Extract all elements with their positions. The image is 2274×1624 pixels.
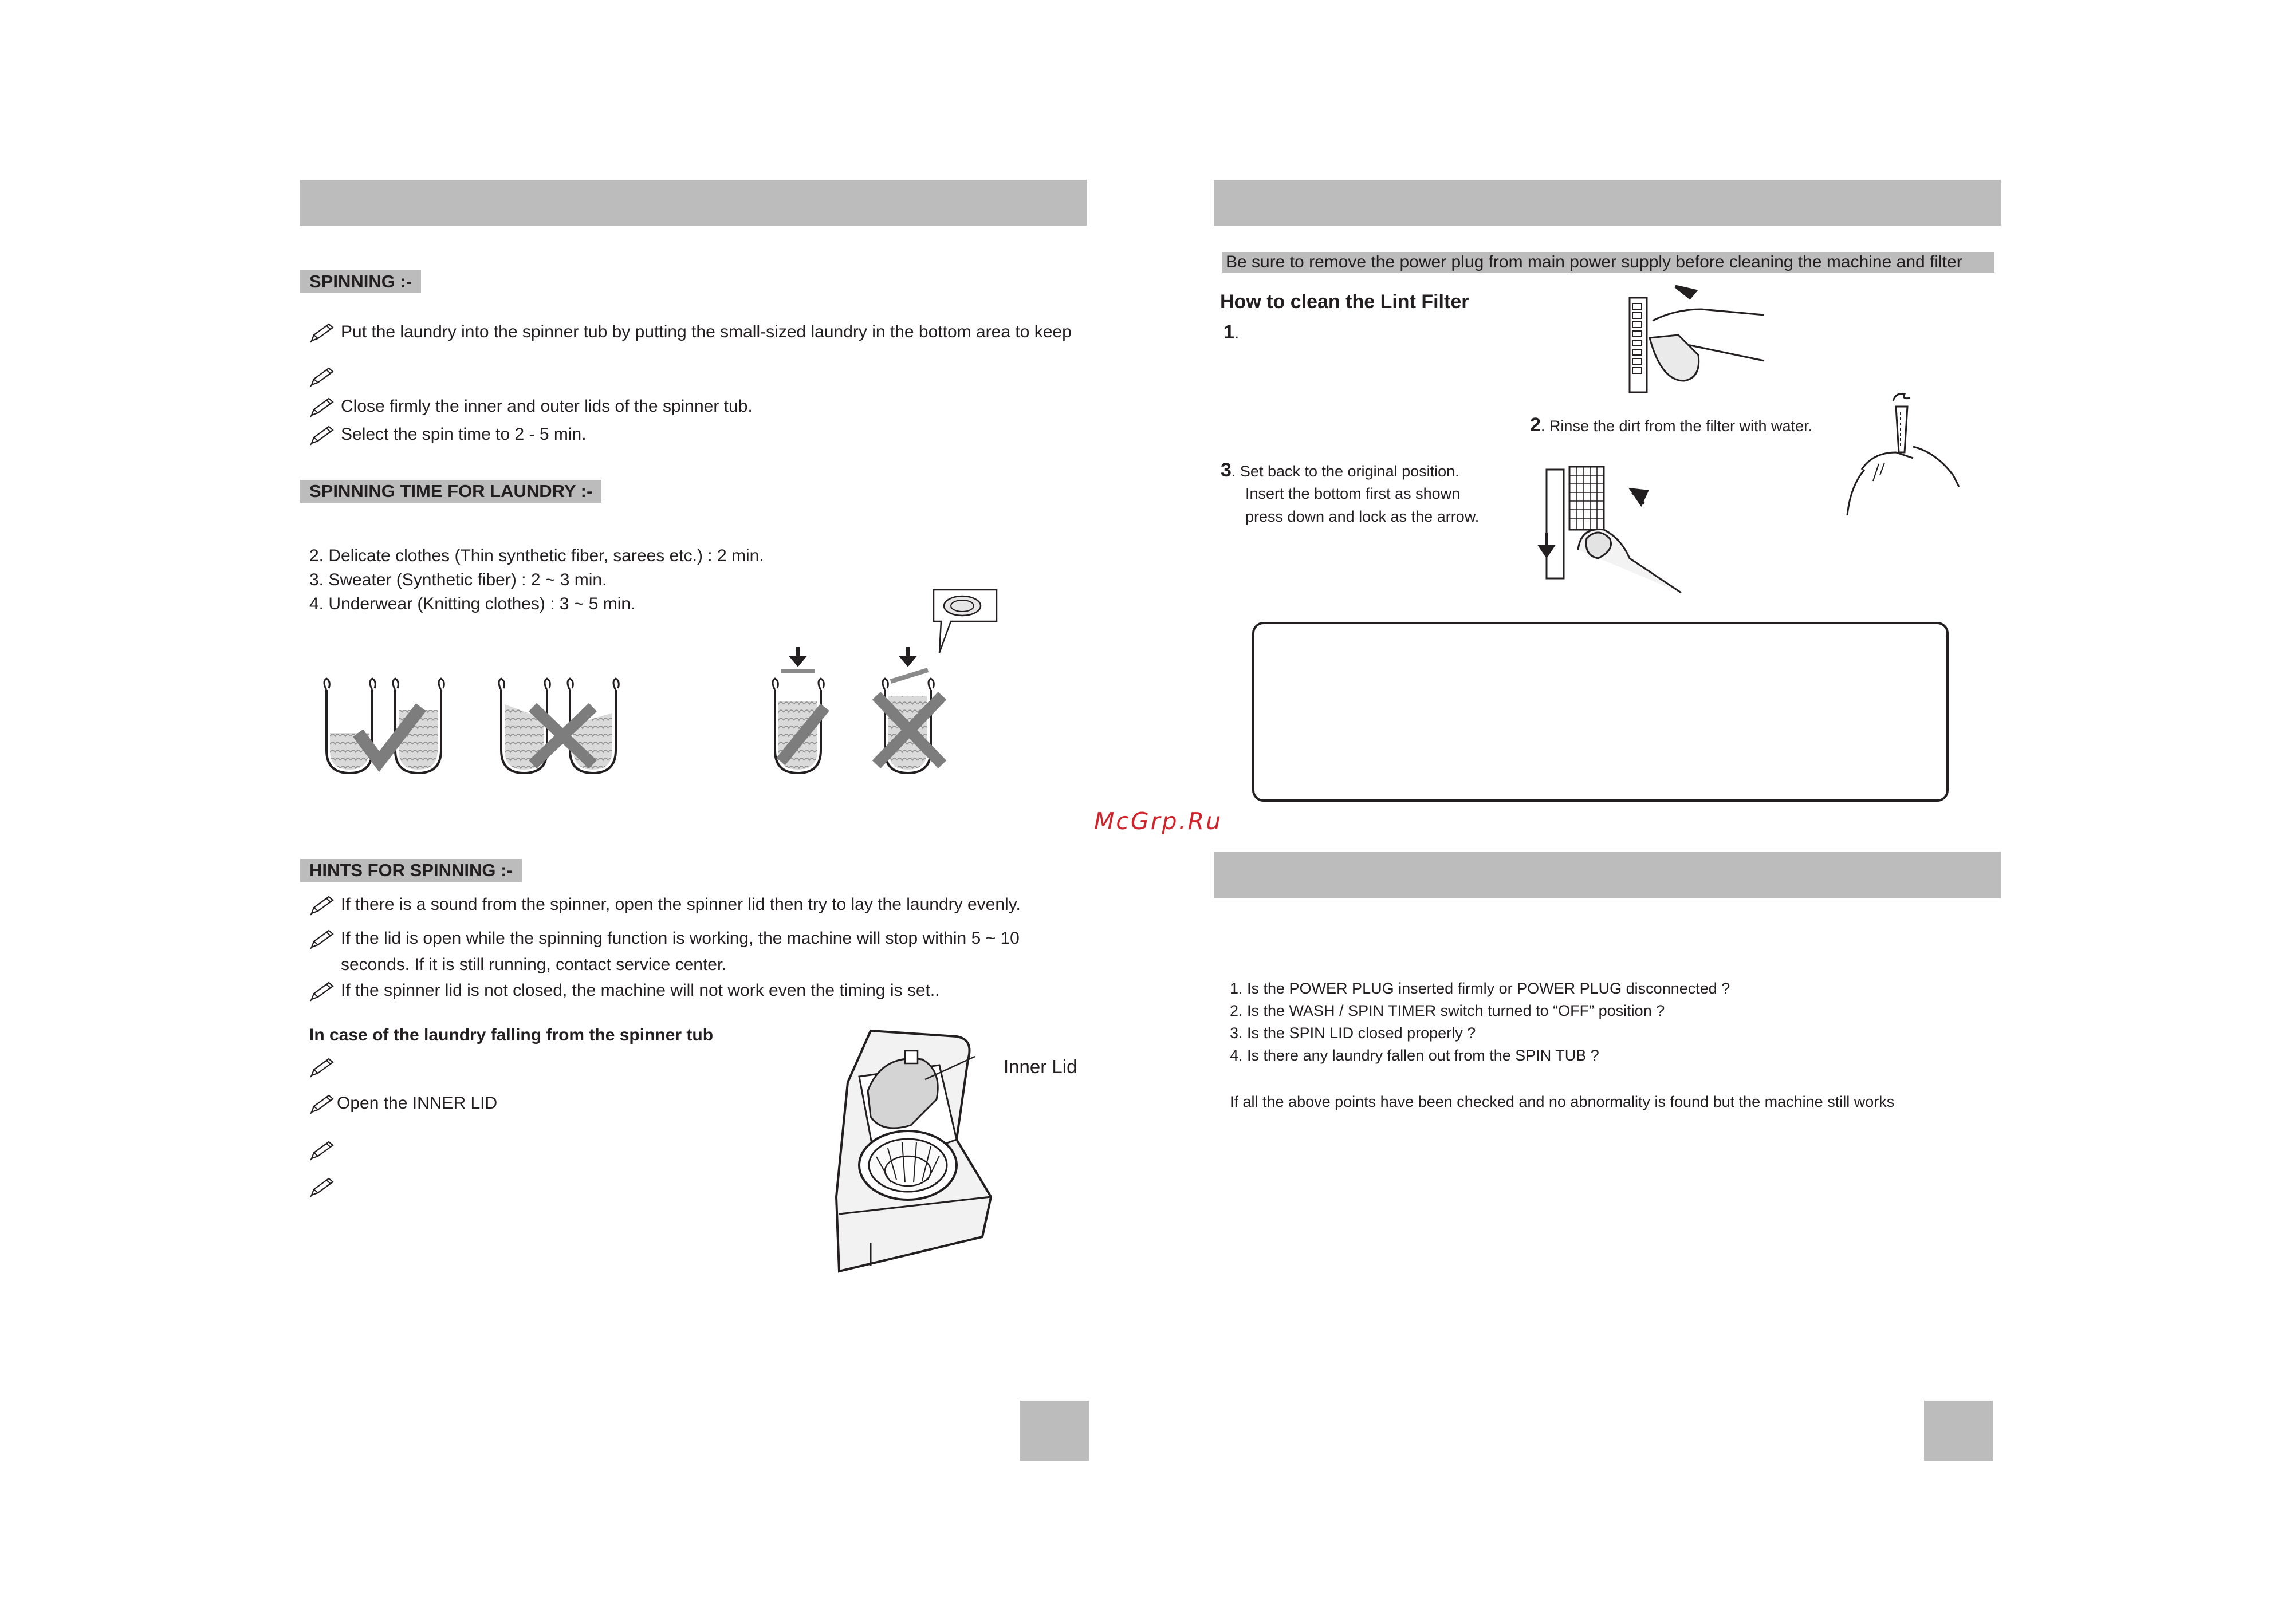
pencil-icon bbox=[309, 366, 335, 387]
spinning-header: SPINNING :- bbox=[300, 270, 421, 293]
spinner-inner-lid-illustration bbox=[825, 1025, 997, 1283]
pencil-icon bbox=[309, 1177, 335, 1197]
tub-even-load bbox=[324, 679, 444, 773]
step-3-line-2: Insert the bottom first as shown bbox=[1245, 485, 1461, 502]
pencil-icon bbox=[309, 981, 335, 1002]
hint-3: If the spinner lid is not closed, the machine will not work even the timing is set.. bbox=[341, 981, 940, 1000]
lint-filter-insert-illustration bbox=[1535, 464, 1690, 596]
step-3-number: 3 bbox=[1221, 459, 1232, 481]
step-3-line-3: press down and lock as the arrow. bbox=[1245, 508, 1480, 525]
watermark: McGrp.Ru bbox=[1094, 807, 1223, 835]
pencil-icon bbox=[309, 929, 335, 949]
left-header-bar bbox=[300, 180, 1087, 226]
pencil-icon bbox=[309, 1057, 335, 1078]
hints-header: HINTS FOR SPINNING :- bbox=[300, 859, 522, 882]
spinning-time-header: SPINNING TIME FOR LAUNDRY :- bbox=[300, 480, 601, 503]
hint-1: If there is a sound from the spinner, open the spinner lid then try to lay the laundry evenly. bbox=[341, 895, 1021, 914]
step-1-text: . bbox=[1234, 324, 1240, 342]
troubleshoot-header-bar bbox=[1214, 852, 2001, 898]
pencil-icon bbox=[309, 1140, 335, 1161]
check-item-4: 4. Is there any laundry fallen out from the SPIN TUB ? bbox=[1230, 1047, 1599, 1064]
spinning-item-4: Select the spin time to 2 - 5 min. bbox=[341, 425, 587, 444]
arrow-down-icon bbox=[902, 647, 914, 664]
check-item-2: 2. Is the WASH / SPIN TIMER switch turned to “OFF” position ? bbox=[1230, 1002, 1665, 1019]
tub-lid-tilted bbox=[876, 590, 997, 773]
warning-banner: Be sure to remove the power plug from main power supply before cleaning the machine and filter bbox=[1222, 252, 1994, 273]
pencil-icon bbox=[309, 322, 335, 343]
check-item-3: 3. Is the SPIN LID closed properly ? bbox=[1230, 1024, 1476, 1042]
check-item-1: 1. Is the POWER PLUG inserted firmly or POWER PLUG disconnected ? bbox=[1230, 980, 1730, 997]
step-3 bbox=[1221, 459, 1459, 483]
step-2 bbox=[1530, 413, 1812, 437]
step-1 bbox=[1223, 321, 1239, 345]
right-header-bar bbox=[1214, 180, 2001, 226]
hint-2: If the lid is open while the spinning function is working, the machine will stop within 5 ~ 10 bbox=[341, 929, 1020, 948]
hint-2-cont: seconds. If it is still running, contact service center. bbox=[341, 955, 727, 974]
time-item-3: 3. Sweater (Synthetic fiber) : 2 ~ 3 min. bbox=[309, 570, 607, 589]
lint-filter-remove-illustration bbox=[1621, 281, 1776, 407]
time-item-2: 2. Delicate clothes (Thin synthetic fiber, sarees etc.) : 2 min. bbox=[309, 546, 764, 565]
note-box bbox=[1252, 622, 1949, 802]
lint-filter-rinse-illustration bbox=[1839, 389, 1965, 521]
step-3-line-1: . Set back to the original position. bbox=[1231, 463, 1459, 480]
inner-lid-label: Inner Lid bbox=[1004, 1056, 1077, 1077]
pencil-icon bbox=[309, 397, 335, 417]
spinning-item-3: Close firmly the inner and outer lids of the spinner tub. bbox=[341, 397, 753, 416]
step-2-text: . Rinse the dirt from the filter with water. bbox=[1540, 417, 1813, 435]
lint-filter-title: How to clean the Lint Filter bbox=[1220, 291, 1469, 313]
time-item-4: 4. Underwear (Knitting clothes) : 3 ~ 5 min. bbox=[309, 594, 636, 613]
falling-title: In case of the laundry falling from the spinner tub bbox=[309, 1026, 714, 1044]
spinning-item-1: Put the laundry into the spinner tub by putting the small-sized laundry in the bottom area to keep bbox=[341, 322, 1072, 341]
step-1-number: 1 bbox=[1223, 321, 1234, 343]
falling-item-2: Open the INNER LID bbox=[337, 1094, 498, 1113]
step-2-number: 2 bbox=[1530, 414, 1541, 436]
pencil-icon bbox=[309, 1094, 335, 1114]
left-page-number-box bbox=[1020, 1401, 1089, 1461]
tub-lid-flat bbox=[773, 647, 825, 773]
pencil-icon bbox=[309, 895, 335, 916]
troubleshoot-footer-note: If all the above points have been checked and no abnormality is found but the machine still works bbox=[1230, 1093, 1895, 1110]
tub-loading-illustration bbox=[309, 578, 1008, 785]
tub-uneven-load bbox=[499, 679, 619, 773]
arrow-down-icon bbox=[792, 647, 804, 664]
pencil-icon bbox=[309, 425, 335, 446]
right-page-number-box bbox=[1924, 1401, 1993, 1461]
